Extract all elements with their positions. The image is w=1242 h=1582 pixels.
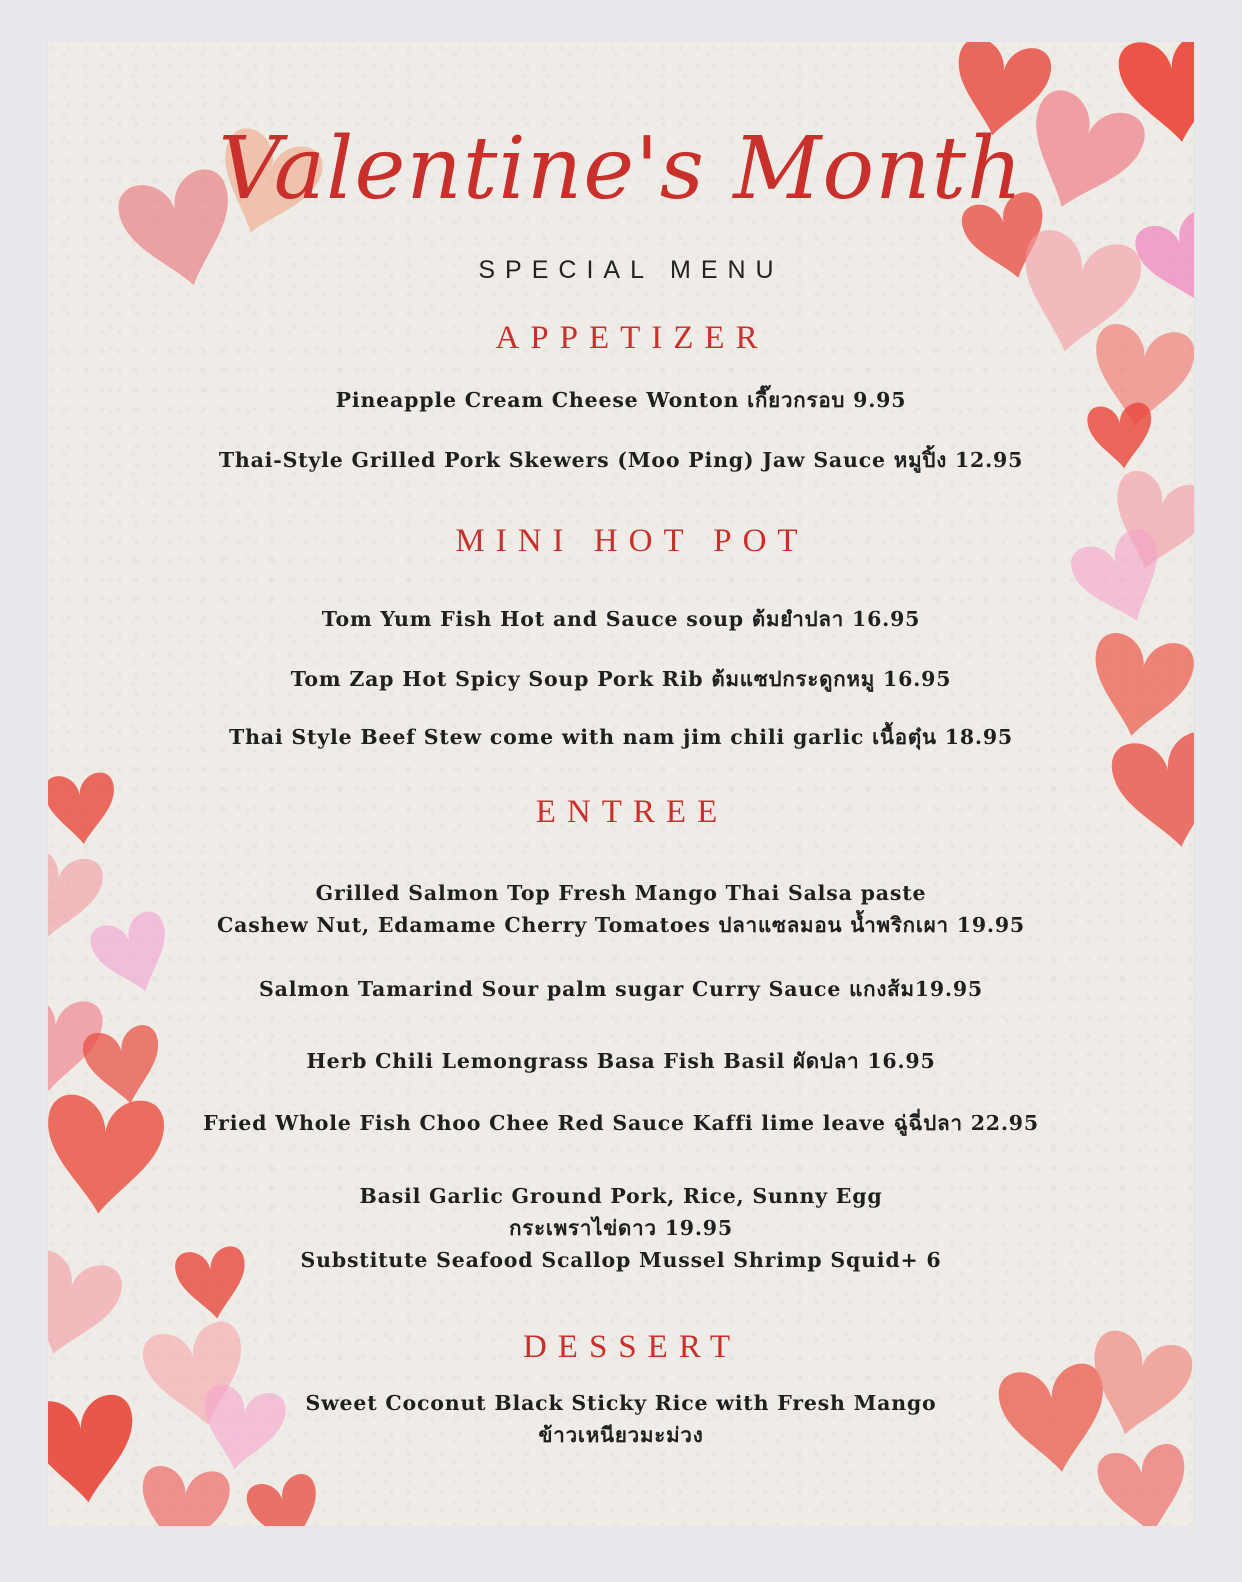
section-heading-dessert: DESSERT [522, 1329, 742, 1365]
menu-item: Tom Zap Hot Spicy Soup Pork Rib ต้มแซปกระดูกหมู 16.95 [290, 667, 952, 691]
menu-item: Cashew Nut, Edamame Cherry Tomatoes ปลาแซลมอน น้ำพริกเผา 19.95 [217, 913, 1025, 937]
menu-item: Herb Chili Lemongrass Basa Fish Basil ผัดปลา 16.95 [306, 1049, 936, 1073]
menu-item: Thai-Style Grilled Pork Skewers (Moo Ping) Jaw Sauce หมูปิ้ง 12.95 [218, 448, 1024, 472]
menu-item: กระเพราไข่ดาว 19.95 [509, 1216, 733, 1240]
menu-item: Basil Garlic Ground Pork, Rice, Sunny Egg [359, 1184, 883, 1208]
section-heading-appetizer: APPETIZER [495, 320, 769, 356]
menu-item: Tom Yum Fish Hot and Sauce soup ต้มยำปลา 16.95 [321, 607, 921, 631]
menu-page [48, 42, 1194, 1526]
menu-item: Sweet Coconut Black Sticky Rice with Fresh Mango [305, 1391, 937, 1415]
page-subtitle: SPECIAL MENU [478, 256, 784, 284]
menu-item: Substitute Seafood Scallop Mussel Shrimp Squid+ 6 [300, 1248, 942, 1272]
page-title: Valentine's Month [218, 119, 1024, 219]
section-heading-hotpot: MINI HOT POT [455, 523, 809, 559]
menu-item: Thai Style Beef Stew come with nam jim chili garlic เนื้อตุ๋น 18.95 [229, 725, 1013, 749]
menu-item: Fried Whole Fish Choo Chee Red Sauce Kaffi lime leave ฉู่ฉี่ปลา 22.95 [203, 1111, 1039, 1135]
menu-item: ข้าวเหนียวมะม่วง [538, 1423, 704, 1447]
section-heading-entree: ENTREE [535, 794, 729, 830]
menu-item: Salmon Tamarind Sour palm sugar Curry Sauce แกงส้ม19.95 [259, 977, 983, 1001]
menu-item: Grilled Salmon Top Fresh Mango Thai Salsa paste [315, 881, 927, 905]
menu-item: Pineapple Cream Cheese Wonton เกี๊ยวกรอบ 9.95 [335, 388, 907, 412]
